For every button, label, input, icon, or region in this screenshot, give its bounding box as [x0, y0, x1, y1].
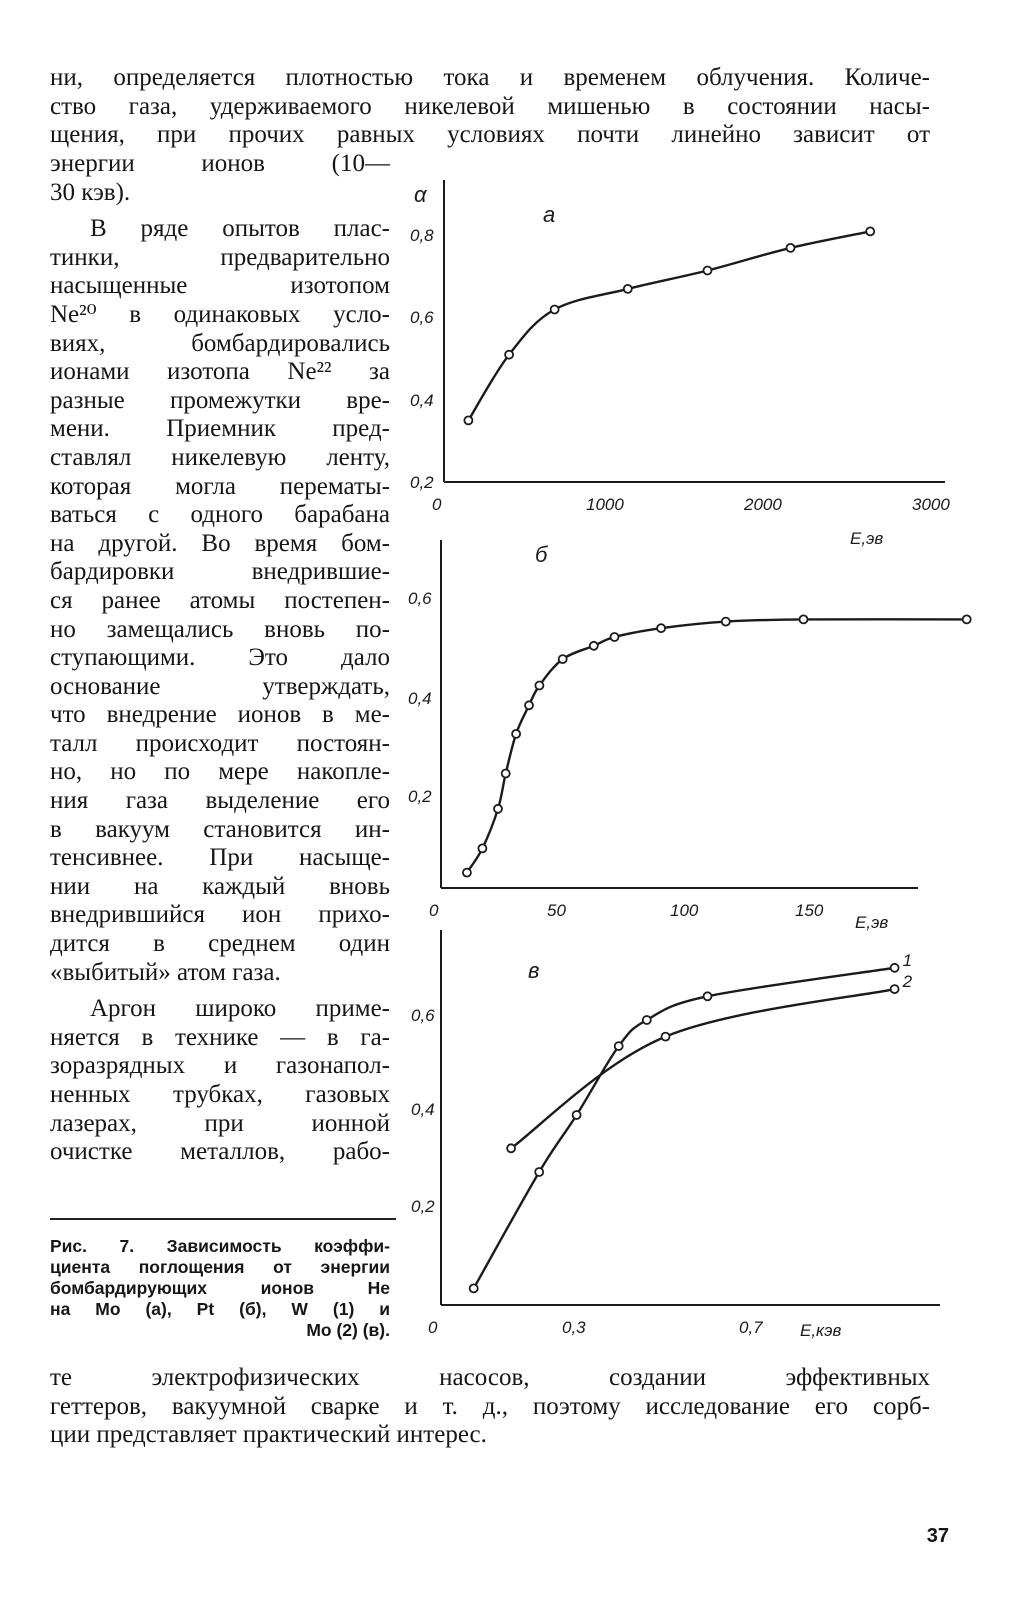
marks [463, 615, 971, 876]
data-point [535, 682, 543, 690]
data-point [657, 624, 665, 632]
text-line: Ne²⁰ в одинаковых усло- [50, 300, 390, 328]
panel-label: б [535, 542, 548, 567]
text-line: тинки, предварительно [50, 243, 390, 271]
tick-labels [411, 1006, 763, 1337]
tick-label: 3000 [912, 495, 950, 514]
text-line: основание утверждать, [50, 672, 390, 700]
tick-label: 0,6 [408, 589, 432, 608]
chart-c [411, 930, 940, 1340]
text-line: ваться с одного барабана [50, 501, 390, 529]
text-line: энергии ионов (10— [50, 150, 390, 177]
caption-line: Рис. 7. Зависимость коэффи- [50, 1236, 390, 1256]
caption-line: циента поглощения от энергии [50, 1257, 390, 1277]
tick-label: 0 [428, 1318, 438, 1337]
data-point [611, 633, 619, 641]
text-line: внедрившийся ион прихо- [50, 901, 390, 929]
data-point [478, 844, 486, 852]
tick-label: 0,2 [411, 1197, 435, 1216]
text-line: дится в среднем один [50, 930, 390, 958]
text-line: В ряде опытов плас- [90, 215, 390, 243]
data-point [891, 985, 899, 993]
text-line: талл происходит постоян- [50, 729, 390, 757]
text-line: виях, бомбардировались [50, 329, 390, 357]
text-line: которая могла перематы- [50, 472, 390, 500]
text-line: щения, при прочих равных условиях почти линейно зависит от [50, 121, 930, 149]
data-point [470, 1284, 478, 1292]
tick-label: 0,4 [408, 689, 432, 708]
series-label: 2 [902, 972, 913, 992]
data-point [505, 351, 513, 359]
data-point [525, 701, 533, 709]
text-line: очистке металлов, рабо- [50, 1138, 390, 1166]
chart-b [408, 540, 971, 932]
tick-label: 0 [429, 901, 439, 920]
tick-label: 0,4 [411, 1100, 435, 1119]
data-point [891, 964, 899, 972]
text-line: зоразрядных и газонапол- [50, 1052, 390, 1080]
data-point [704, 267, 712, 275]
data-point [502, 770, 510, 778]
series-line [468, 231, 870, 420]
data-point [643, 1016, 651, 1024]
data-point [494, 805, 502, 813]
text-line: на другой. Во время бом- [50, 529, 390, 557]
text-line: лазерах, при ионной [50, 1109, 390, 1137]
data-point [507, 1144, 515, 1152]
text-line: в вакуум становится ин- [50, 815, 390, 843]
data-point [559, 655, 567, 663]
text-line: но замещались вновь по- [50, 615, 390, 643]
tick-labels [410, 226, 950, 514]
data-point [866, 227, 874, 235]
data-point [624, 285, 632, 293]
tick-label: 150 [795, 901, 824, 920]
data-point [722, 618, 730, 626]
text-line: те электрофизических насосов, создании эффективных [50, 1364, 930, 1391]
text-line: но, но по мере накопле- [50, 758, 390, 786]
data-point [463, 869, 471, 877]
data-point [464, 416, 472, 424]
tick-label: 0,2 [410, 473, 434, 492]
text-line: ставлял никелевую ленту, [50, 443, 390, 471]
text-line: мени. Приемник пред- [50, 415, 390, 443]
panel-label: в [528, 958, 540, 983]
text-line: насыщенные изотопом [50, 272, 390, 300]
text-line: ни, определяется плотностью тока и временем облучения. Количе- [50, 64, 930, 91]
data-point [787, 244, 795, 252]
tick-label: 0,6 [410, 308, 434, 327]
series-line [467, 619, 967, 872]
tick-label: 0,4 [410, 391, 434, 410]
text-line: ступающими. Это дало [50, 644, 390, 672]
y-axis-label: α [414, 182, 427, 207]
x-axis-label: E,кэв [800, 1321, 842, 1340]
x-axis-label: E,эв [850, 529, 884, 548]
panel-label: а [543, 202, 556, 227]
text-line: «выбитый» атом газа. [50, 958, 281, 986]
data-point [590, 642, 598, 650]
text-line: что внедрение ионов в ме- [50, 701, 390, 729]
data-point [662, 1033, 670, 1041]
tick-label: 1000 [586, 495, 624, 514]
text-line: ненных трубках, газовых [50, 1081, 390, 1108]
text-line: разные промежутки вре- [50, 386, 390, 414]
series-line [511, 989, 894, 1148]
text-line: ния газа выделение его [50, 787, 390, 815]
tick-label: 0,6 [411, 1006, 435, 1025]
data-point [800, 615, 808, 623]
text-line: бардировки внедрившие- [50, 558, 390, 586]
caption-line: на Мо (а), Pt (б), W (1) и [50, 1299, 390, 1319]
text-line: нии на каждый вновь [50, 872, 390, 900]
data-point [615, 1042, 623, 1050]
data-point [512, 730, 520, 738]
tick-label: 100 [670, 901, 699, 920]
data-point [704, 992, 712, 1000]
tick-label: 0,8 [410, 226, 434, 245]
text-line: няется в технике — в га- [50, 1023, 390, 1051]
caption-line: бомбардирующих ионов Не [50, 1278, 390, 1298]
data-point [551, 306, 559, 314]
marks [470, 951, 913, 1293]
tick-label: 2000 [744, 495, 782, 514]
text-line: геттеров, вакуумной сварке и т. д., поэтому исследование его сорб- [50, 1392, 930, 1420]
text-line: Аргон широко приме- [90, 995, 390, 1023]
tick-label: 0,2 [408, 787, 432, 806]
chart-a [410, 180, 950, 548]
data-point [573, 1111, 581, 1119]
tick-label: 0 [432, 495, 442, 514]
x-axis-label: E,эв [855, 913, 889, 932]
data-point [963, 615, 971, 623]
tick-label: 50 [547, 901, 566, 920]
text-line: ся ранее атомы постепен- [50, 586, 390, 614]
caption-line: Мо (2) (в). [306, 1320, 390, 1340]
tick-label: 0,3 [562, 1318, 586, 1337]
series-label: 1 [902, 950, 913, 970]
data-point [535, 1168, 543, 1176]
text-line: тенсивнее. При насыще- [50, 844, 390, 872]
text-line: ции представляет практический интерес. [50, 1421, 487, 1449]
page-number: 37 [926, 1525, 949, 1547]
marks [464, 227, 874, 424]
tick-label: 0,7 [739, 1318, 763, 1337]
text-line: 30 кэв). [50, 178, 131, 206]
text-line: ство газа, удерживаемого никелевой мишенью в состоянии насы- [50, 92, 930, 120]
text-line: ионами изотопа Ne²² за [50, 358, 390, 386]
bottom-paragraph [50, 1364, 930, 1450]
